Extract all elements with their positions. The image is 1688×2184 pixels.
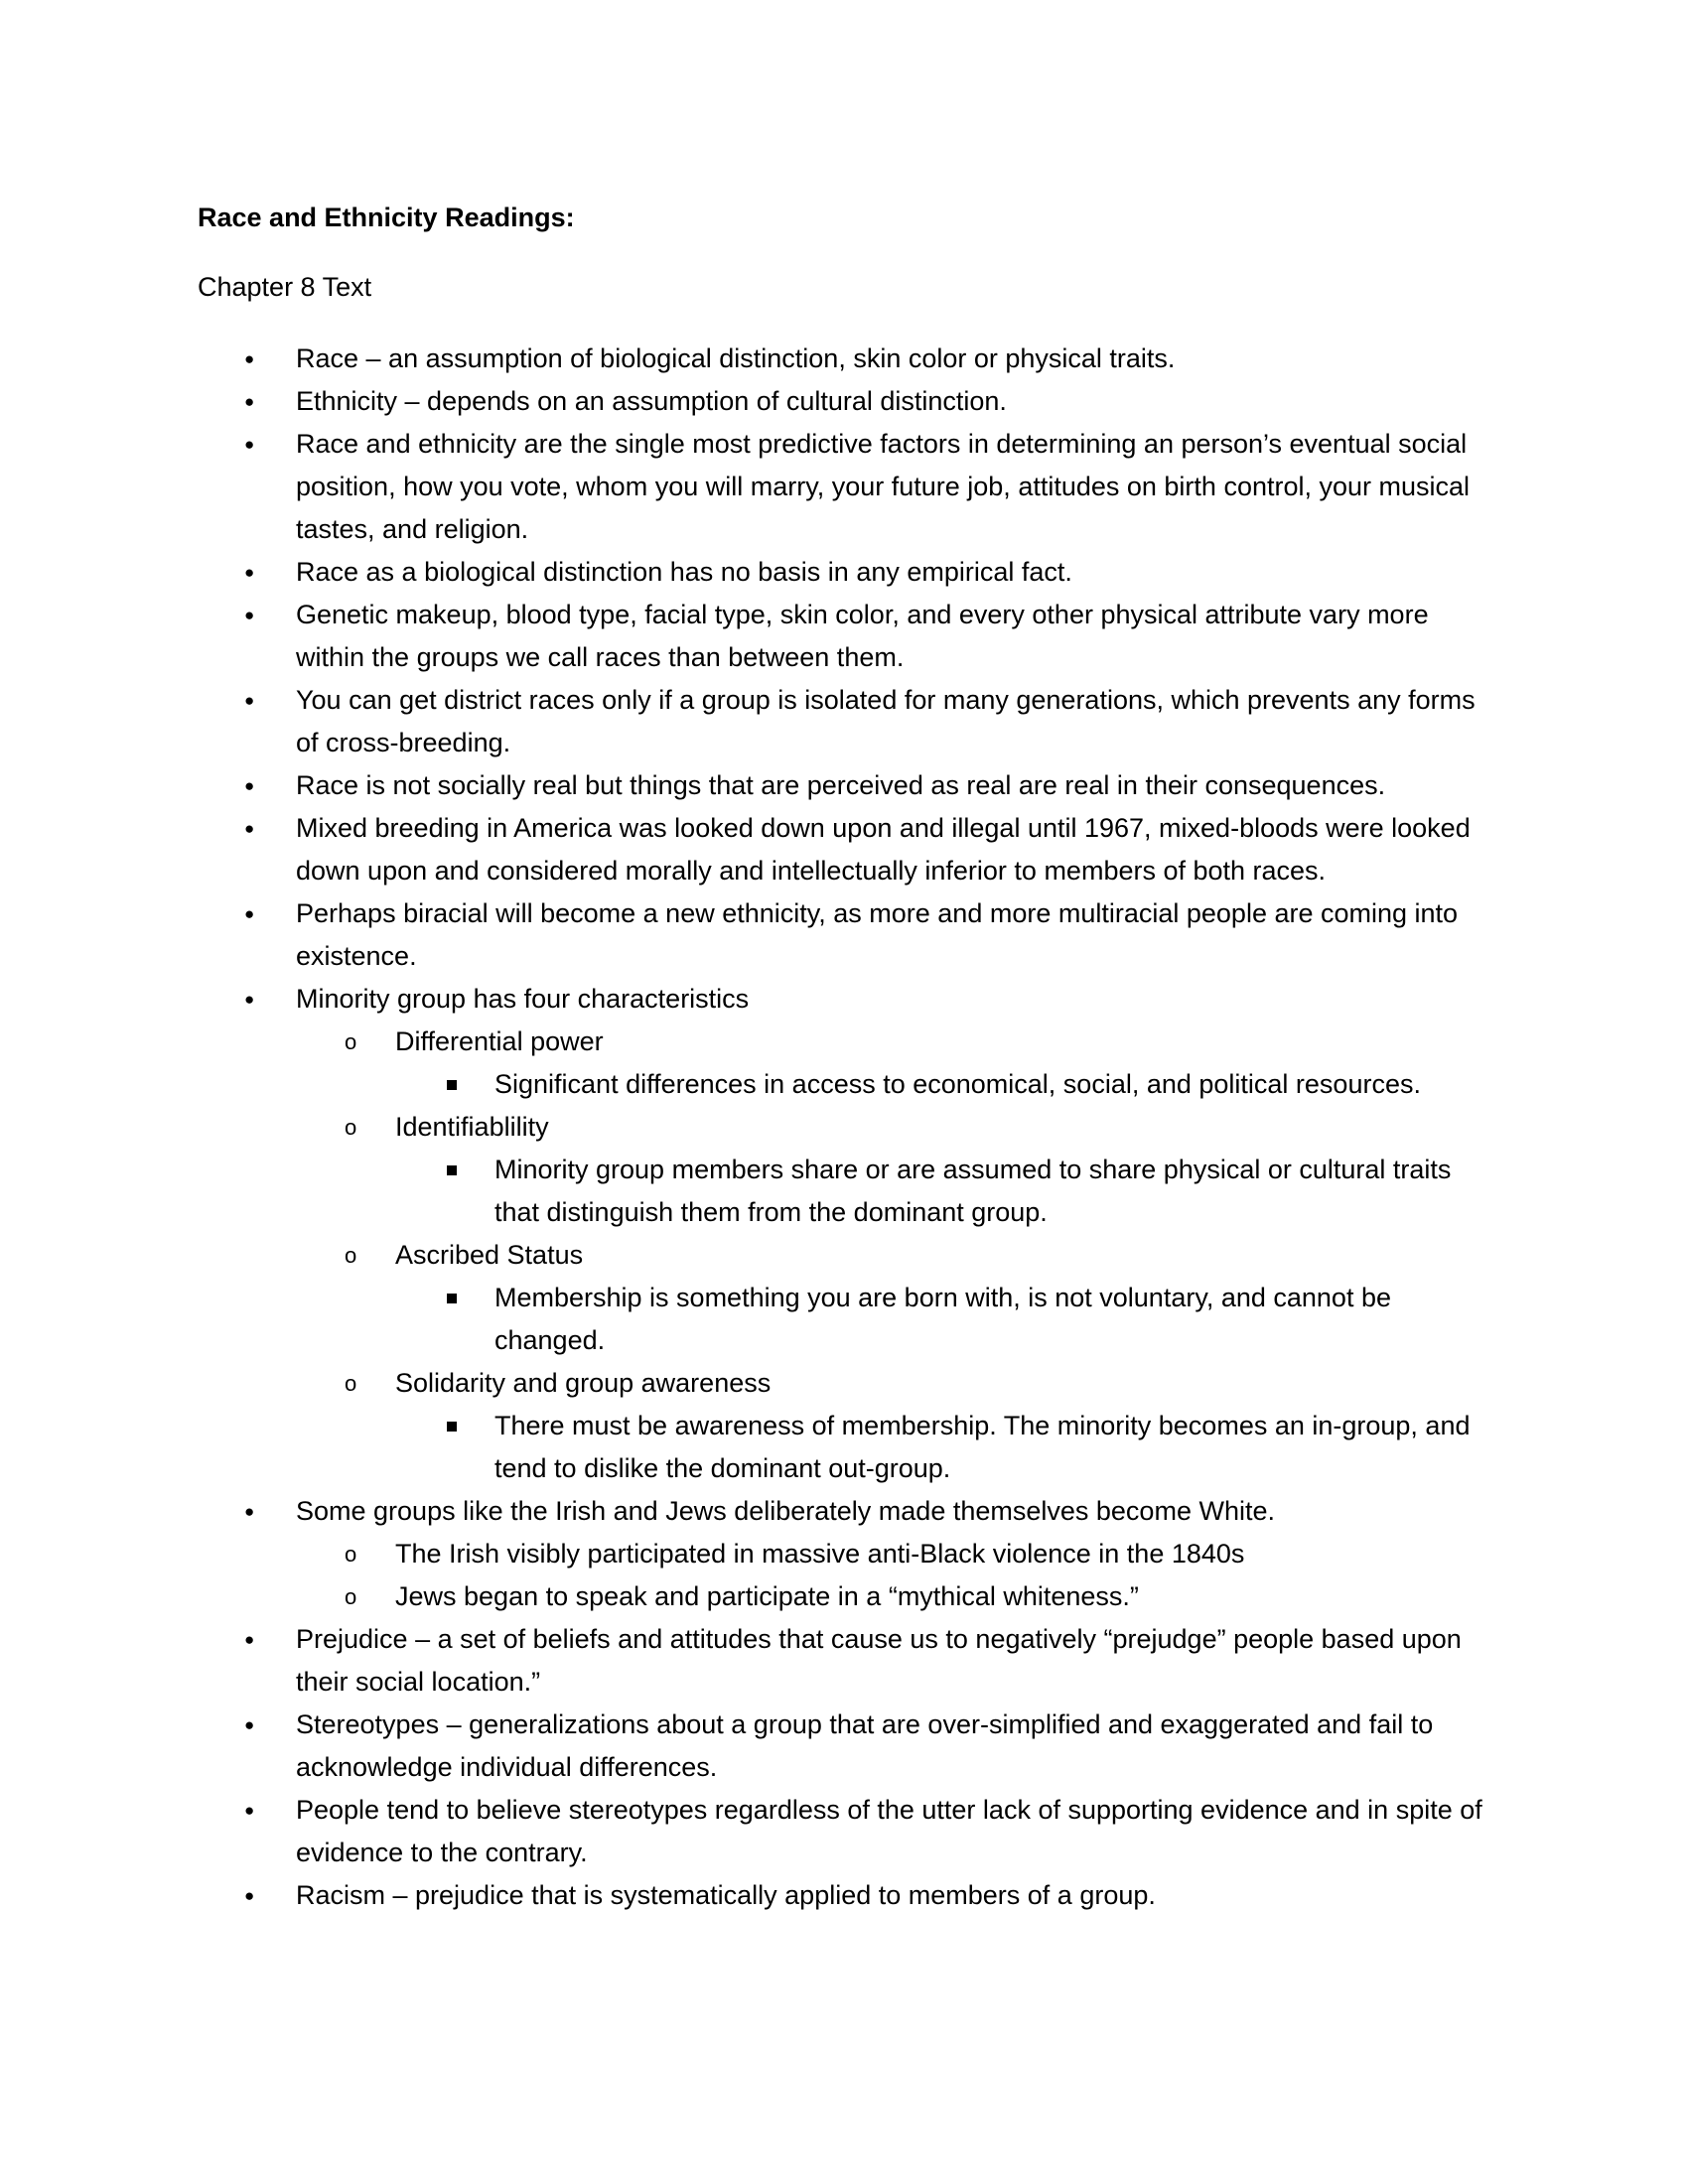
sub-bullet-item xyxy=(395,1106,1489,1234)
bullet-item xyxy=(0,551,1688,594)
document-title: Race and Ethnicity Readings: xyxy=(198,203,575,232)
bullet-item xyxy=(0,1618,1688,1704)
sub-bullet-item xyxy=(395,1234,1489,1362)
bullet-item xyxy=(0,892,1688,978)
bullet-text: Race – an assumption of biological distinction, skin color or physical traits. xyxy=(296,343,1176,373)
sub-bullet-text: Ascribed Status xyxy=(395,1240,584,1270)
bullet-text: Racism – prejudice that is systematically applied to members of a group. xyxy=(296,1880,1156,1910)
detail-bullet-item xyxy=(494,1063,1489,1106)
bullet-text: Genetic makeup, blood type, facial type, skin color, and every other physical attribute vary more within the groups we call races than between them. xyxy=(296,600,1429,672)
bullet-item xyxy=(0,679,1688,764)
bullet-item xyxy=(0,764,1688,807)
bullet-item xyxy=(0,1789,1688,1874)
sub-bullet-text: Jews began to speak and participate in a “mythical whiteness.” xyxy=(395,1581,1139,1611)
bullet-item xyxy=(0,1490,1688,1618)
detail-bullet-list xyxy=(395,1149,1489,1234)
bullet-text: Race as a biological distinction has no basis in any empirical fact. xyxy=(296,557,1072,587)
bullet-text: Stereotypes – generalizations about a group that are over-simplified and exaggerated and fail to acknowledge individual differences. xyxy=(296,1709,1434,1782)
sub-bullet-item xyxy=(395,1533,1489,1575)
bullet-item xyxy=(0,380,1688,423)
detail-bullet-list xyxy=(395,1277,1489,1362)
sub-bullet-text: Differential power xyxy=(395,1026,604,1056)
sub-bullet-list xyxy=(296,1533,1489,1618)
bullet-item xyxy=(0,1874,1688,1917)
detail-bullet-text: There must be awareness of membership. The minority becomes an in-group, and tend to dislike the dominant out-group. xyxy=(494,1411,1471,1483)
bullet-text: Ethnicity – depends on an assumption of cultural distinction. xyxy=(296,386,1007,416)
sub-bullet-item xyxy=(395,1575,1489,1618)
bullet-text: Prejudice – a set of beliefs and attitudes that cause us to negatively “prejudge” people based upon their social location.” xyxy=(296,1624,1462,1697)
detail-bullet-item xyxy=(494,1149,1489,1234)
detail-bullet-list xyxy=(395,1063,1489,1106)
bullet-text: People tend to believe stereotypes regardless of the utter lack of supporting evidence and in spite of evidence to the contrary. xyxy=(296,1795,1482,1867)
sub-bullet-text: Solidarity and group awareness xyxy=(395,1368,772,1398)
document-subtitle: Chapter 8 Text xyxy=(198,272,372,302)
detail-bullet-item xyxy=(494,1405,1489,1490)
bullet-item xyxy=(0,594,1688,679)
bullet-list xyxy=(0,338,1688,1917)
bullet-text: Minority group has four characteristics xyxy=(296,984,750,1014)
sub-bullet-text: The Irish visibly participated in massive anti-Black violence in the 1840s xyxy=(395,1539,1245,1569)
detail-bullet-text: Significant differences in access to economical, social, and political resources. xyxy=(494,1069,1421,1099)
detail-bullet-list xyxy=(395,1405,1489,1490)
bullet-item xyxy=(0,423,1688,551)
detail-bullet-text: Minority group members share or are assumed to share physical or cultural traits that distinguish them from the dominant group. xyxy=(494,1155,1452,1227)
sub-bullet-list xyxy=(296,1021,1489,1490)
bullet-item xyxy=(0,338,1688,380)
bullet-item xyxy=(0,1704,1688,1789)
bullet-item xyxy=(0,807,1688,892)
sub-bullet-text: Identifiablility xyxy=(395,1112,549,1142)
sub-bullet-item xyxy=(395,1362,1489,1490)
bullet-text: Some groups like the Irish and Jews deliberately made themselves become White. xyxy=(296,1496,1275,1526)
bullet-text: Race and ethnicity are the single most predictive factors in determining an person’s eventual social position, how you vote, whom you will marry, your future job, attitudes on birth control, your musical tastes, and religion. xyxy=(296,429,1471,544)
sub-bullet-item xyxy=(395,1021,1489,1106)
bullet-item xyxy=(0,978,1688,1490)
bullet-text: Perhaps biracial will become a new ethnicity, as more and more multiracial people are coming into existence. xyxy=(296,898,1459,971)
detail-bullet-item xyxy=(494,1277,1489,1362)
bullet-text: You can get district races only if a group is isolated for many generations, which prevents any forms of cross-breeding. xyxy=(296,685,1476,757)
bullet-text: Race is not socially real but things that are perceived as real are real in their consequences. xyxy=(296,770,1386,800)
detail-bullet-text: Membership is something you are born with, is not voluntary, and cannot be changed. xyxy=(494,1283,1391,1355)
bullet-text: Mixed breeding in America was looked down upon and illegal until 1967, mixed-bloods were looked down upon and considered morally and intellectually inferior to members of both races. xyxy=(296,813,1471,886)
